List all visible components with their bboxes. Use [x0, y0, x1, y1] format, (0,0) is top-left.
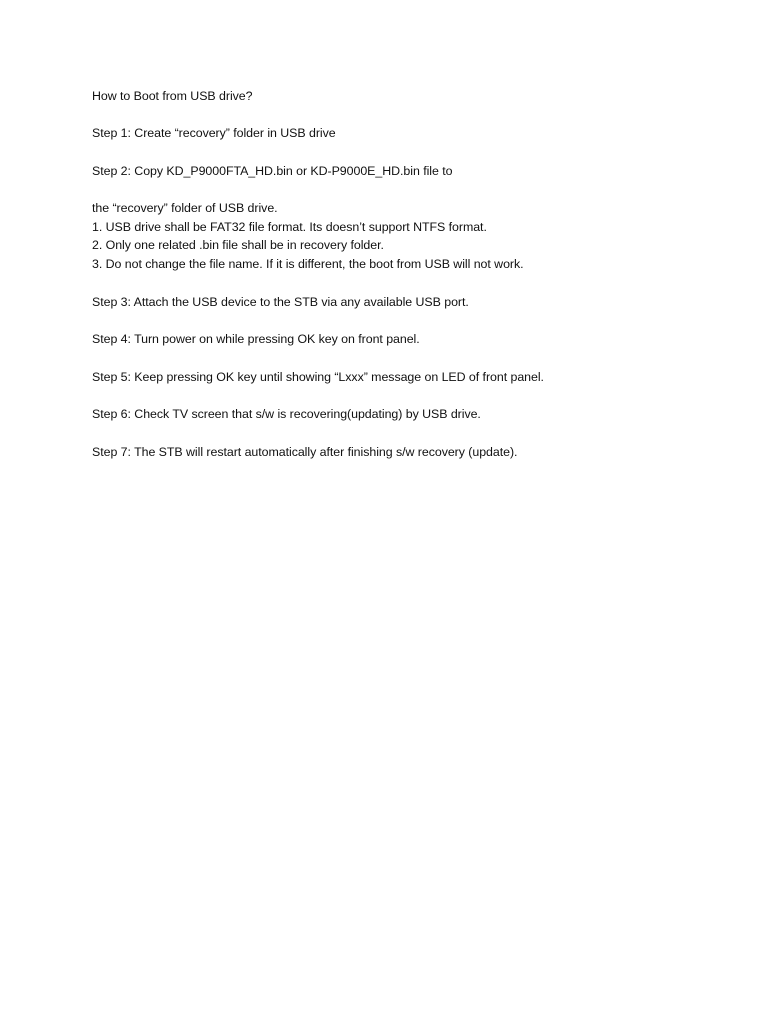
- step-7: Step 7: The STB will restart automatically after finishing s/w recovery (update).: [92, 445, 518, 459]
- note-1: 1. USB drive shall be FAT32 file format. Its doesn’t support NTFS format.: [92, 220, 487, 234]
- step-3: Step 3: Attach the USB device to the STB via any available USB port.: [92, 295, 469, 309]
- note-3: 3. Do not change the file name. If it is different, the boot from USB will not work.: [92, 257, 524, 271]
- document-title: How to Boot from USB drive?: [92, 89, 253, 103]
- step-2-line-2: the “recovery” folder of USB drive.: [92, 201, 278, 215]
- step-1: Step 1: Create “recovery” folder in USB drive: [92, 126, 336, 140]
- note-2: 2. Only one related .bin file shall be in recovery folder.: [92, 238, 384, 252]
- step-5: Step 5: Keep pressing OK key until showing “Lxxx” message on LED of front panel.: [92, 370, 544, 384]
- step-6: Step 6: Check TV screen that s/w is recovering(updating) by USB drive.: [92, 407, 481, 421]
- step-4: Step 4: Turn power on while pressing OK key on front panel.: [92, 332, 420, 346]
- step-2-line-1: Step 2: Copy KD_P9000FTA_HD.bin or KD-P9000E_HD.bin file to: [92, 164, 453, 178]
